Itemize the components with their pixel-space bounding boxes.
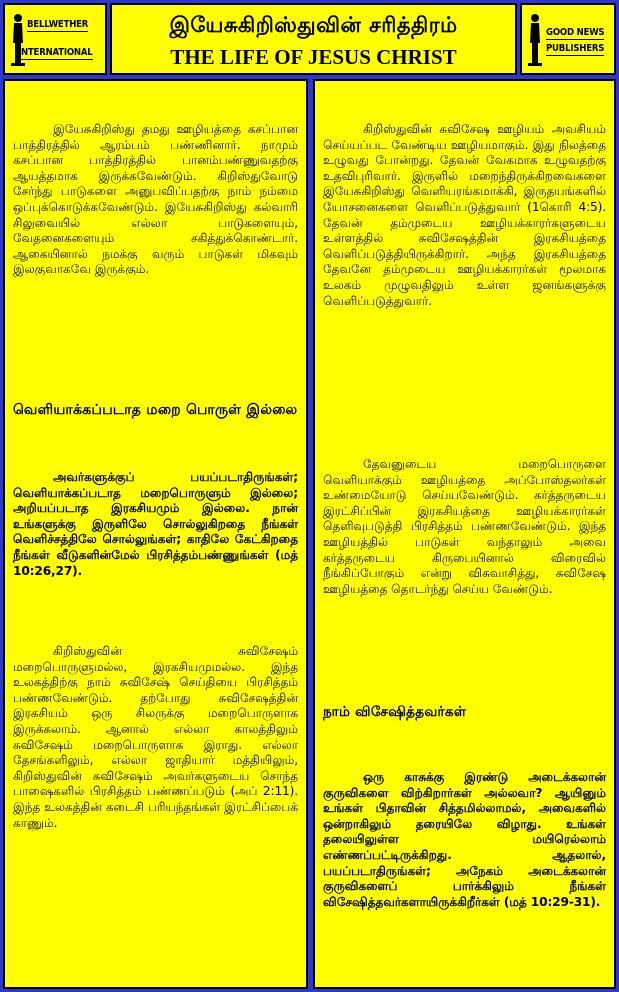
right-paragraph-2: தேவனுடைய மறைபொருளை வெளியாக்கும் ஊழியத்தை அப்போஸ்தலர்கள் உண்மையோடு செய்யவேண்டும். கர்த்தருடைய இரட்சிப்பின் இரகசியத்தை ஊழியக்காரர்கள் தெளிவுபடுத்தி பிரசித்தம் பண்ணவேண்டும். இந்த ஊழியத்தில் பாடுகள் வந்தாலும் அவை கர்த்தருடைய கிருபையினால் விரைவில் நீங்கிப்போகும் என்று விசுவாசித்து, சுவிசேஷ ஊழியத்தை தொடர்ந்து செய்ய வேண்டும். [323,457,606,596]
header [0,0,619,78]
person-figure-icon [528,13,542,67]
left-paragraph-2: கிறிஸ்துவின் சுவிசேஷம் மறைபொருளுமல்ல, இரகசியமுமல்ல. இந்த உலகத்திற்கு நாம் சுவிசேஷ் செய்தியை பிரசித்தம் பண்ணவேண்டும். தற்போது சுவிசேஷத்தின் இரகசியம் ஒரு சிலருக்கு மறைபொருளாக இருக்கலாம். ஆனால் எல்லா காலத்திலும் சுவிசேஷம் மறைபொருளாக இராது. எல்லா தேசங்களிலும், எல்லா ஜாதியார் மத்தியிலும், கிறிஸ்துவின் சுவிசேஷம் அவர்களுடைய சொந்த பாஷைகளில் பிரசித்தம் பண்ணப்படும் (அப் 2:11). இந்த உலகத்தின் கடைசி பரியந்தங்கள் இரட்சிப்பைக் காணும். [13,644,298,830]
left-column [3,79,308,989]
title-english: THE LIFE OF JESUS CHRIST [170,45,457,69]
title-tamil: இயேசுகிறிஸ்துவின் சரித்திரம் [169,13,458,37]
logo-line-2: INTERNATIONAL [18,47,93,58]
bellwether-logo [3,3,107,75]
right-verse: ஒரு காசுக்கு இரண்டு அடைக்கலான் குருவிகளை விற்கிறார்கள் அல்லவா? ஆயினும் உங்கள் பிதாவின் சித்தமில்லாமல், அவைகளில் ஒன்றாகிலும் தரையிலே விழாது. உங்கள் தலையிலுள்ள மயிரெல்லாம் எண்ணப்பட்டிருக்கிறது. ஆதலால், பயப்படாதிருங்கள்; அநேகம் அடைக்கலான் குருவிகளைப் பார்க்கிலும் நீங்கள் விசேஷித்தவர்களாயிருக்கிறீர்கள் (மத் 10:29-31). [323,770,606,909]
logo-line-1: BELLWETHER [27,19,89,30]
left-heading: வெளியாக்கப்படாத மறை பொருள் இல்லை [13,402,298,418]
left-verse: அவர்களுக்குப் பயப்படாதிருங்கள்; வெளியாக்கப்படாத மறைபொருளும் இல்லை; அறியப்படாத இரகசியமும் இல்லை. நான் உங்களுக்கு இருளிலே சொல்லுகிறதை நீங்கள் வெளிச்சத்திலே சொல்லுங்கள்; காதிலே கேட்கிறதை நீங்கள் வீடுகளின்மேல் பிரசித்தம்பண்ணுங்கள் (மத் 10:26,27). [13,470,298,578]
right-paragraph-1: கிறிஸ்துவின் சுவிசேஷ ஊழியம் அவசியம் செய்யப்பட வேண்டிய ஊழியமாகும். இது நிலத்தை உழுவது போன்றது. தேவன் வேகமாக உழுவதற்கு உதவிபுரிவார். இருளில் மறைந்திருக்கிறவைகளை இயேசுகிறிஸ்து வெளியரங்கமாக்கி, இருதயங்களில் யோசனைகளை வெளிப்படுத்துவார் (1கொரி 4:5). தேவன் தம்முடைய ஊழியக்காரர்களுடைய உள்ளத்தில் சுவிசேஷத்தின் இரகசியத்தை வெளிப்படுத்தியிருக்கிறார். அந்த இரகசியத்தை தேவனே தம்முடைய ஊழியக்காரர்கள் மூலமாக உலகம் முழுவதிலும் உள்ள ஜனங்களுக்கு வெளிப்படுத்துவார். [323,122,606,308]
title-box [110,3,517,75]
right-column [313,79,616,989]
good-news-logo [520,3,616,75]
logo-line-2: PUBLISHERS [546,43,605,54]
right-heading: நாம் விசேஷித்தவர்கள் [323,704,467,720]
logo-line-1: GOOD NEWS [546,27,605,38]
left-paragraph-1: இயேசுகிறிஸ்து தமது ஊழியத்தை கசப்பான பாத்திரத்தில் ஆரம்பம் பண்ணினார். நாமும் கசப்பான பாத்திரத்தில் பானம்பண்ணுவதற்கு ஆயத்தமாக இருக்கவேண்டும். கிறிஸ்துவோடு சேர்ந்து பாடுகளை அனுபவிப்பதற்கு நாம் நம்மை ஒப்புக்கொடுக்கவேண்டும். இயேசுகிறிஸ்து கல்வாரி சிலுவையில் எல்லா பாடுகளையும், வேதனைகளையும் சகித்துக்கொண்டார். ஆகையினால் நமக்கு வரும் பாடுகள் மிகவும் இலகுவாகவே இருக்கும். [13,122,298,277]
